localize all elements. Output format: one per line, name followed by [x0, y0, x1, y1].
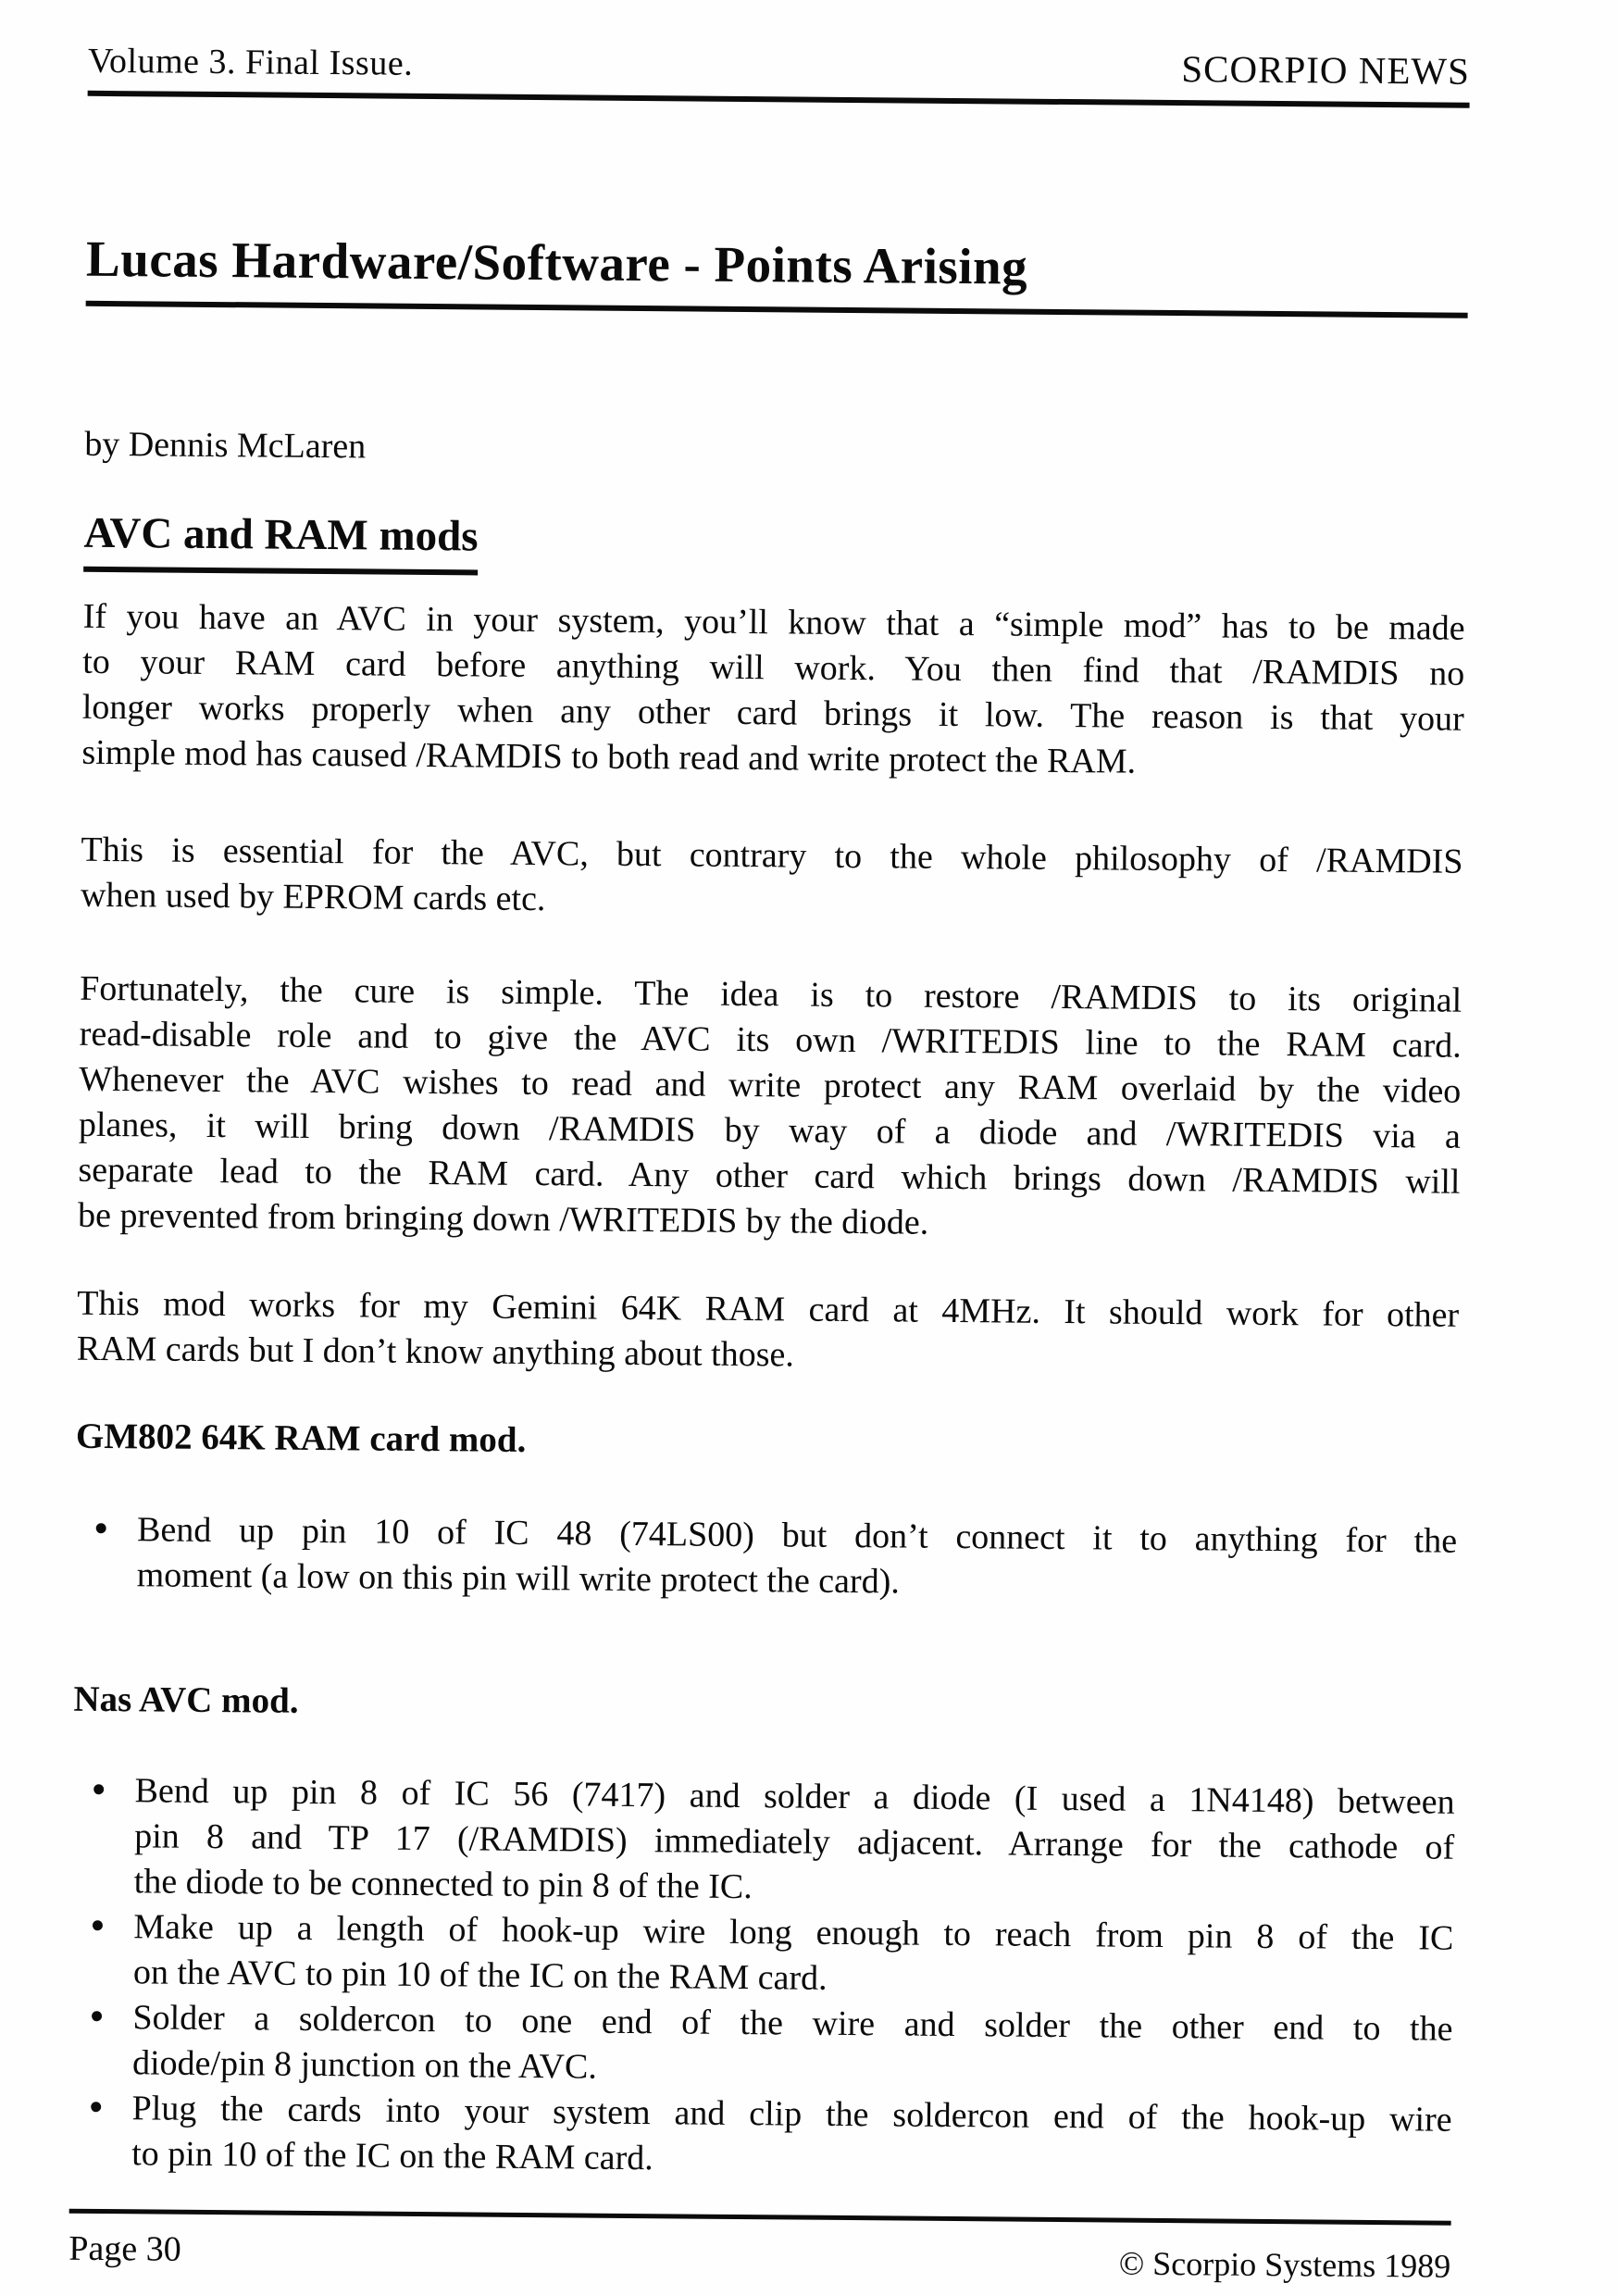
text-line: Bend up pin 10 of IC 48 (74LS00) but don’t connect it to anything for the [136, 1510, 1458, 1561]
text-line: when used by EPROM cards etc. [80, 875, 546, 919]
header-publication-label: SCORPIO NEWS [1181, 47, 1471, 93]
list-item [72, 1765, 1455, 1916]
header-rule [88, 91, 1470, 108]
text-line: Plug the cards into your system and clip the soldercon end of the hook-up wire [131, 2089, 1452, 2140]
subsection-heading-gm802: GM802 64K RAM card mod. [75, 1416, 527, 1460]
text-line: longer works properly when any other card brings it low. The reason is that your [81, 687, 1464, 739]
copyright-label: © Scorpio Systems 1989 [1118, 2244, 1451, 2285]
header-issue-label: Volume 3. Final Issue. [87, 41, 414, 83]
text-line: Fortunately, the cure is simple. The idea is to restore /RAMDIS to its original [80, 968, 1462, 1020]
text-line: separate lead to the RAM card. Any other card which brings down /RAMDIS will [78, 1150, 1461, 1202]
title-rule [86, 301, 1468, 318]
byline: by Dennis McLaren [84, 424, 367, 467]
article-title: Lucas Hardware/Software - Points Arising [85, 230, 1028, 295]
paragraph [78, 967, 1462, 1251]
subsection-heading-nas-avc: Nas AVC mod. [73, 1678, 299, 1721]
page-header [88, 37, 1470, 94]
text-line: to your RAM card before anything will work. You then find that /RAMDIS no [82, 642, 1465, 693]
text-line: simple mod has caused /RAMDIS to both read and write protect the RAM. [81, 732, 1137, 781]
text-line: This is essential for the AVC, but contrary to the whole philosophy of /RAMDIS [81, 830, 1463, 881]
text-line: planes, it will bring down /RAMDIS by way of a diode and /WRITEDIS via a [78, 1104, 1462, 1156]
text-line: pin 8 and TP 17 (/RAMDIS) immediately adjacent. Arrange for the cathode of [134, 1816, 1455, 1867]
text-line: Bend up pin 8 of IC 56 (7417) and solder a diode (I used a 1N4148) between [134, 1771, 1455, 1822]
list-item [70, 1991, 1453, 2098]
footer-rule [69, 2209, 1451, 2226]
text-line: If you have an AVC in your system, you’ll know that a “simple mod” has to be made [82, 596, 1465, 648]
text-line: diode/pin 8 junction on the AVC. [131, 2043, 597, 2087]
paragraph [81, 828, 1463, 930]
list-item [74, 1504, 1458, 1610]
text-line: to pin 10 of the IC on the RAM card. [131, 2134, 653, 2178]
text-line: the diode to be connected to pin 8 of the IC. [133, 1862, 753, 1907]
page-number-label: Page 30 [68, 2228, 181, 2269]
page-footer [68, 2209, 1451, 2285]
text-line: This mod works for my Gemini 64K RAM card at 4MHz. It should work for other [77, 1283, 1460, 1335]
text-line: be prevented from bringing down /WRITEDIS by the diode. [77, 1195, 929, 1242]
bullet-icon: • [89, 1991, 105, 2040]
text-line: read-disable role and to give the AVC its own /WRITEDIS line to the RAM card. [79, 1014, 1462, 1066]
bullet-icon: • [91, 1765, 106, 1814]
section-heading: AVC and RAM mods [83, 507, 479, 576]
text-line: Solder a soldercon to one end of the wire and solder the other end to the [132, 1998, 1453, 2049]
bullet-icon: • [88, 2082, 104, 2131]
bullet-icon: • [90, 1901, 106, 1950]
paragraph [77, 1281, 1460, 1384]
text-line: Whenever the AVC wishes to read and write protect any RAM overlaid by the video [79, 1059, 1462, 1111]
text-line: moment (a low on this pin will write protect the card). [136, 1555, 901, 1602]
text-line: on the AVC to pin 10 of the IC on the RAM card. [132, 1953, 828, 1998]
list-item [69, 2082, 1452, 2189]
bullet-list [74, 1504, 1458, 1610]
text-line: Make up a length of hook-up wire long enough to reach from pin 8 of the IC [133, 1907, 1454, 1958]
bullet-list [69, 1765, 1455, 2189]
list-item [71, 1901, 1454, 2007]
bullet-icon: • [93, 1504, 109, 1553]
text-line: RAM cards but I don’t know anything about those. [76, 1329, 795, 1375]
footer-row [68, 2228, 1451, 2285]
paragraph [81, 594, 1465, 788]
